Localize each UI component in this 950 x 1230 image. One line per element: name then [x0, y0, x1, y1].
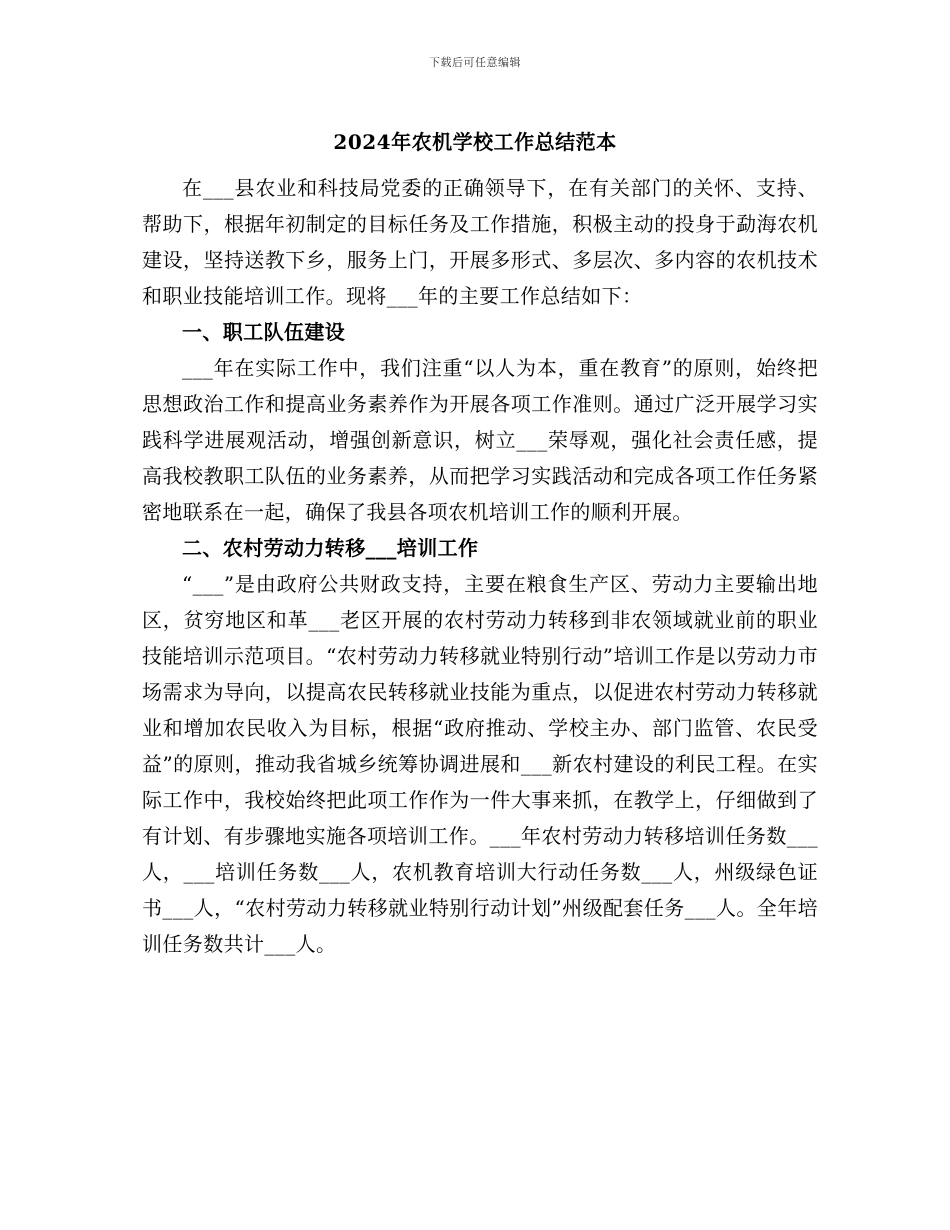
section-2-heading: 二、农村劳动力转移___培训工作	[182, 536, 479, 560]
section-1-heading: 一、职工队伍建设	[182, 320, 346, 344]
section-1-paragraph: ___年在实际工作中，我们注重“以人为本，重在教育”的原则，始终把思想政治工作和提高业务素养作为开展各项工作准则。通过广泛开展学习实践科学进展观活动，增强创新意识，树立___荣辱观，强化社会责任感，提高我校教职工队伍的业务素养，从而把学习实践活动和完成各项工作任务紧密地联系在一起，确保了我县各项农机培训工作的顺利开展。	[142, 356, 818, 524]
page-header-note: 下载后可任意编辑	[429, 56, 521, 69]
document-title: 2024年农机学校工作总结范本	[333, 130, 617, 154]
section-2-paragraph: “___”是由政府公共财政支持，主要在粮食生产区、劳动力主要输出地区，贫穷地区和革___老区开展的农村劳动力转移到非农领域就业前的职业技能培训示范项目。“农村劳动力转移就业特别行动”培训工作是以劳动力市场需求为导向，以提高农民转移就业技能为重点，以促进农村劳动力转移就业和增加农民收入为目标，根据“政府推动、学校主办、部门监管、农民受益”的原则，推动我省城乡统筹协调进展和___新农村建设的利民工程。在实际工作中，我校始终把此项工作作为一件大事来抓，在教学上，仔细做到了有计划、有步骤地实施各项培训工作。___年农村劳动力转移培训任务数___人，___培训任务数___人，农机教育培训大行动任务数___人，州级绿色证书___人，“农村劳动力转移就业特别行动计划”州级配套任务___人。全年培训任务数共计___人。	[142, 572, 818, 956]
document-body	[142, 170, 818, 962]
intro-paragraph: 在___县农业和科技局党委的正确领导下，在有关部门的关怀、支持、帮助下，根据年初制定的目标任务及工作措施，积极主动的投身于勐海农机建设，坚持送教下乡，服务上门，开展多形式、多层次、多内容的农机技术和职业技能培训工作。现将___年的主要工作总结如下：	[142, 176, 818, 308]
